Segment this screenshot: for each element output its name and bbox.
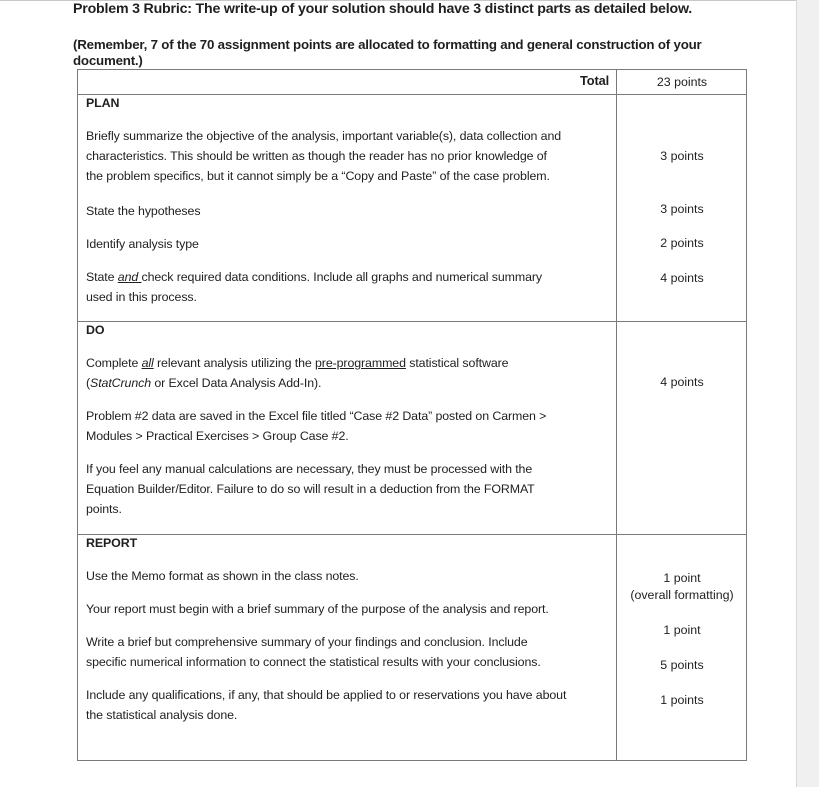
- report-item-memo: Use the Memo format as shown in the class notes.: [86, 569, 359, 583]
- report-item-memo-points: 1 point (overall formatting): [630, 571, 734, 602]
- do-heading: DO: [86, 323, 105, 337]
- report-item-summary: Your report must begin with a brief summary of the purpose of the analysis and report.: [86, 602, 549, 616]
- formatting-note: (Remember, 7 of the 70 assignment points are allocated to formatting and general construction of your document.): [73, 37, 702, 68]
- plan-item-summary-points: 3 points: [660, 149, 704, 163]
- scrollbar-track[interactable]: [796, 0, 819, 787]
- plan-item-conditions: State and check required data conditions. Include all graphs and numerical summary used in this process.: [86, 270, 543, 304]
- report-item-qualifications-points: 1 points: [660, 693, 704, 707]
- plan-item-hypotheses-points: 3 points: [660, 202, 704, 216]
- plan-item-hypotheses: State the hypotheses: [86, 204, 201, 218]
- do-item-analysis: Complete all relevant analysis utilizing the pre-programmed statistical software (StatCrunch or Excel Data Analysis Add-In).: [86, 356, 509, 390]
- plan-item-conditions-points: 4 points: [660, 271, 704, 285]
- plan-item-summary: Briefly summarize the objective of the analysis, important variable(s), data collection and characteristics. This should be written as though the reader has no prior knowledge of the problem specifics, but it cannot simply be a “Copy and Paste” of the case problem.: [86, 129, 562, 183]
- plan-heading: PLAN: [86, 96, 120, 110]
- do-item-manual-calcs: If you feel any manual calculations are necessary, they must be processed with the Equation Builder/Editor. Failure to do so will result in a deduction from the FORMAT points.: [86, 462, 535, 516]
- page-title: Problem 3 Rubric: The write-up of your solution should have 3 distinct parts as detailed below.: [73, 1, 693, 17]
- report-item-summary-points: 1 point: [663, 623, 701, 637]
- plan-item-analysis-type-points: 2 points: [660, 236, 704, 250]
- total-label: Total: [580, 73, 610, 88]
- total-points: 23 points: [656, 75, 708, 89]
- report-heading: REPORT: [86, 536, 138, 550]
- report-item-findings-points: 5 points: [660, 658, 704, 672]
- report-item-findings: Write a brief but comprehensive summary of your findings and conclusion. Include specific numerical information to connect the statistical results with your conclusions.: [86, 635, 541, 669]
- plan-item-analysis-type: Identify analysis type: [86, 237, 199, 251]
- do-item-data-location: Problem #2 data are saved in the Excel file titled “Case #2 Data” posted on Carmen > Modules > Practical Exercises > Group Case #2.: [86, 409, 547, 443]
- do-item-analysis-points: 4 points: [660, 375, 704, 389]
- report-item-qualifications: Include any qualifications, if any, that should be applied to or reservations you have about the statistical analysis done.: [86, 688, 567, 722]
